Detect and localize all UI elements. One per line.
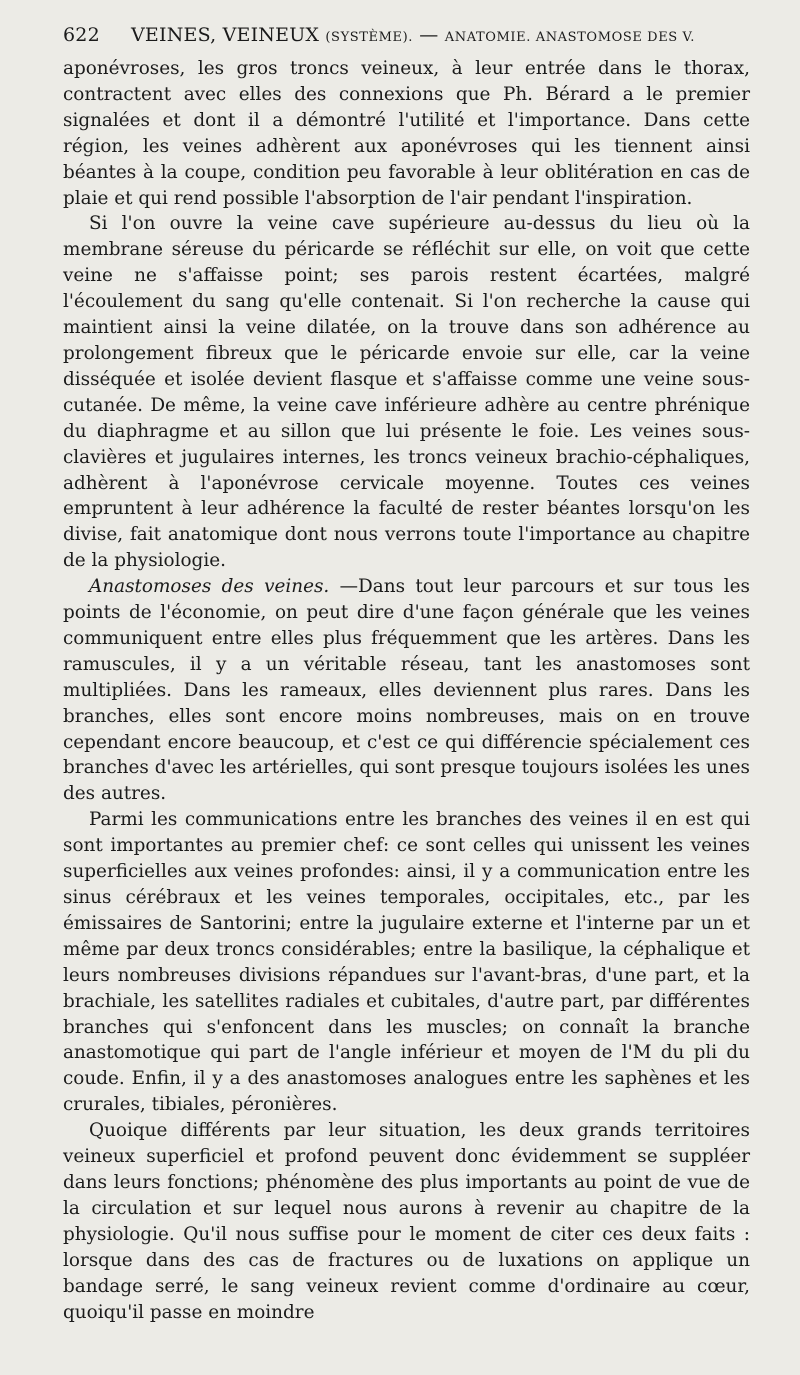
running-header <box>63 20 750 56</box>
paragraph-text: —Dans tout leur parcours et sur tous les points de l'économie, on peut dire d'une façon générale que les veines communiquent entre elles plus fréquemment que les artères. Dans les ramuscules, il y a un véritable réseau, tant les anastomoses sont multipliées. Dans les rameaux, elles deviennent plus rares. Dans les branches, elles sont encore moins nombreuses, mais on en trouve cependant encore beaucoup, et c'est ce qui différencie spécialement ces branches d'avec les artérielles, qui sont presque toujours isolées les unes des autres. <box>63 576 750 805</box>
header-dash: — <box>419 24 439 46</box>
paragraph: aponévroses, les gros troncs veineux, à leur entrée dans le thorax, contractent avec elles des connexions que Ph. Bérard a le premier signalées et dont il a démontré l'utilité et l'importance. Dans cette région, les veines adhèrent aux aponévroses qui les tiennent ainsi béantes à la coupe, condition peu favorable à leur oblitération en cas de plaie et qui rend possible l'absorption de l'air pendant l'inspiration. <box>63 58 750 209</box>
page-number: 622 <box>63 24 100 46</box>
header-title-system: (SYSTÈME). <box>325 30 414 45</box>
header-title-section: ANATOMIE. ANASTOMOSE DES V. <box>444 30 695 45</box>
body-text <box>63 56 750 1325</box>
section-heading: Anastomoses des veines. <box>89 576 330 598</box>
running-title <box>131 24 695 46</box>
paragraph: Quoique différents par leur situation, les deux grands territoires veineux superficiel et profond peuvent donc évidemment se suppléer dans leurs fonctions; phénomène des plus importants au point de vue de la circulation et sur lequel nous aurons à revenir au chapitre de la physiologie. Qu'il nous suffise pour le moment de citer ces deux faits : lorsque dans des cas de fractures ou de luxations on applique un bandage serré, le sang veineux revient comme d'ordinaire au cœur, quoiqu'il passe en moindre <box>63 1120 750 1323</box>
paragraph: Si l'on ouvre la veine cave supérieure au-dessus du lieu où la membrane séreuse du péricarde se réfléchit sur elle, on voit que cette veine ne s'affaisse point; ses parois restent écartées, malgré l'écoulement du sang qu'elle contenait. Si l'on recherche la cause qui maintient ainsi la veine dilatée, on la trouve dans son adhérence au prolongement fibreux que le péricarde envoie sur elle, car la veine disséquée et isolée devient flasque et s'affaisse comme une veine sous-cutanée. De même, la veine cave inférieure adhère au centre phrénique du diaphragme et au sillon que lui présente le foie. Les veines sous-clavières et jugulaires internes, les troncs veineux brachio-céphaliques, adhèrent à l'aponévrose cervicale moyenne. Toutes ces veines empruntent à leur adhérence la faculté de rester béantes lorsqu'on les divise, fait anatomique dont nous verrons toute l'importance au chapitre de la physiologie. <box>63 213 750 572</box>
paragraph <box>63 574 750 807</box>
header-title-main: VEINES, VEINEUX <box>131 24 320 46</box>
paragraph: Parmi les communications entre les branches des veines il en est qui sont importantes au premier chef: ce sont celles qui unissent les veines superficielles aux veines profondes: ainsi, il y a communication entre les sinus cérébraux et les veines temporales, occipitales, etc., par les émissaires de Santorini; entre la jugulaire externe et l'interne par un et même par deux troncs considérables; entre la basilique, la céphalique et leurs nombreuses divisions répandues sur l'avant-bras, d'une part, et la brachiale, les satellites radiales et cubitales, d'autre part, par différentes branches qui s'enfoncent dans les muscles; on connaît la branche anastomotique qui part de l'angle inférieur et moyen de l'M du pli du coude. Enfin, il y a des anastomoses analogues entre les saphènes et les crurales, tibiales, péronières. <box>63 809 750 1116</box>
